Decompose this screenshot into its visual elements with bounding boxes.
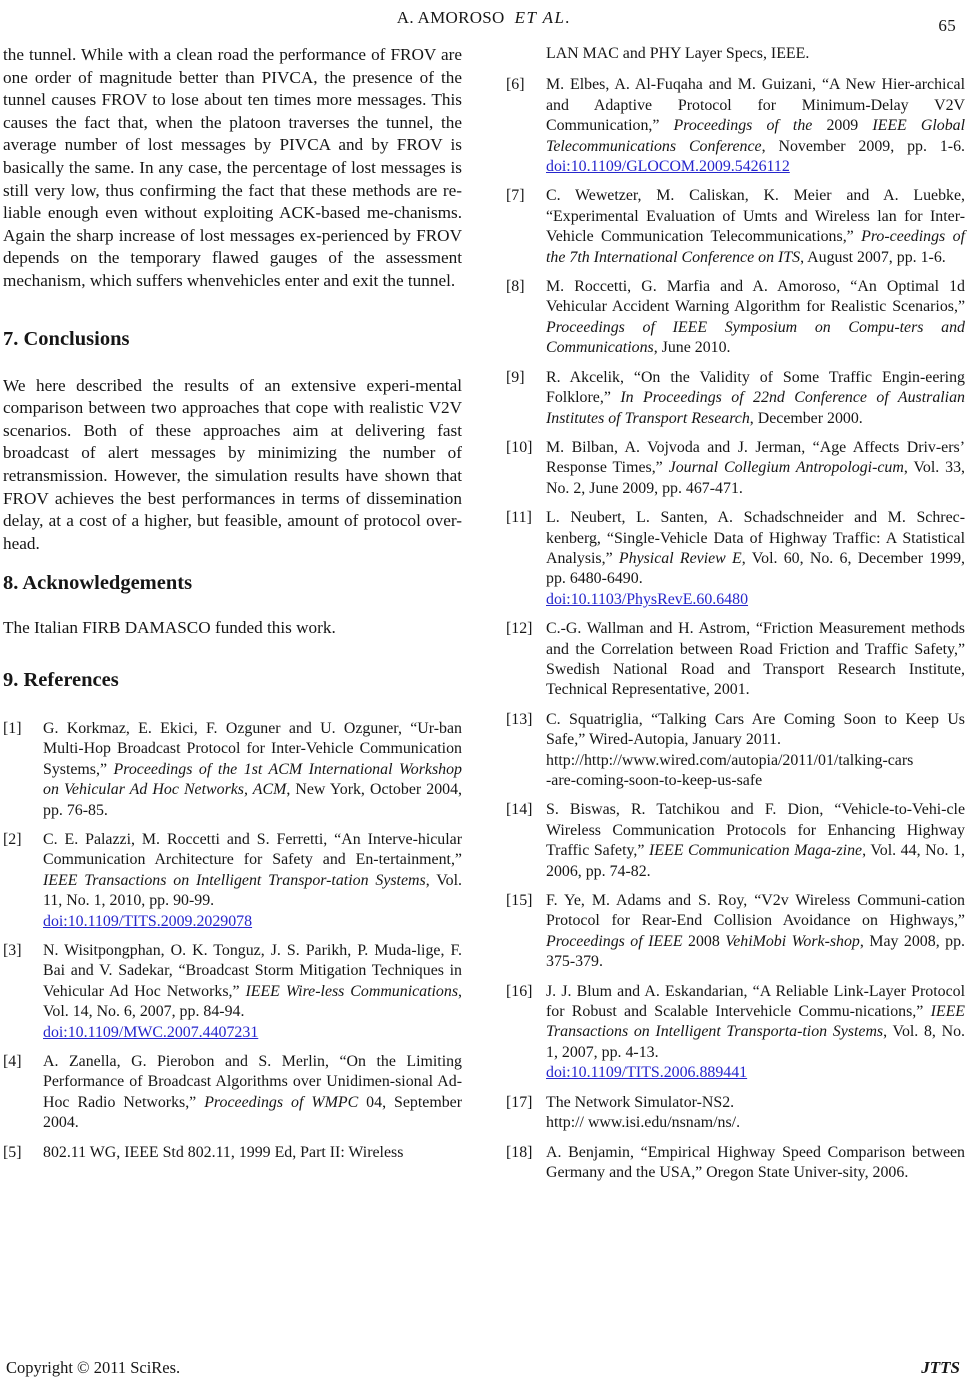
conclusions-heading: 7. Conclusions xyxy=(3,327,130,350)
text-run: A. Zanella, G. Pierobon and S. Merlin, “On the Limiting Performance of Broadcast Algorithms over Unidimen-sional Ad-Hoc Radio Networks,” xyxy=(43,1052,462,1111)
reference-item xyxy=(3,719,462,821)
copyright-notice: Copyright © 2011 SciRes. xyxy=(6,1358,181,1377)
text-run: C. Wewetzer, M. Caliskan, K. Meier and A. Luebke, “Experimental Evaluation of Umts and Wireless lan for Inter-Vehicle Communication Telecommunications,” xyxy=(546,187,965,246)
text-run: , August 2007, pp. 1-6. xyxy=(800,248,946,266)
text-run: 04, September 2004. xyxy=(43,1093,462,1132)
reference-label: [9] xyxy=(506,368,525,386)
text-run: , June 2010. xyxy=(653,339,731,357)
reference-text xyxy=(43,1144,403,1161)
text-run: 2008 xyxy=(688,932,726,950)
text-run: 802.11 WG, IEEE Std 802.11, 1999 Ed, Part II: Wireless xyxy=(43,1143,404,1161)
page-footer xyxy=(6,1358,960,1378)
reference-item xyxy=(506,1143,965,1184)
text-run: L. Neubert, L. Santen, A. Schadschneider and M. Schrec-kenberg, “Single-Vehicle Data of Highway Traffic: A Statistical Analysis,” xyxy=(546,509,965,567)
italic-text-run: Pro-ceedings of the 7th International Conference on ITS xyxy=(546,228,965,266)
reference-label: [12] xyxy=(506,620,533,638)
italic-text-run: Proceedings of the xyxy=(673,117,827,135)
reference-label: [17] xyxy=(506,1093,533,1111)
text-run: http://http://www.wired.com/autopia/2011/01/talking-cars xyxy=(546,751,914,769)
acknowledgements-heading: 8. Acknowledgements xyxy=(3,572,193,595)
reference-label: [13] xyxy=(506,710,533,728)
reference-item xyxy=(506,982,965,1084)
italic-text-run: Journal Collegium Antropologi-cum xyxy=(668,459,904,477)
italic-text-run: Physical Review E xyxy=(618,549,742,567)
text-run: , Vol. 60, No. 6, December 1999, pp. 6480-6490. xyxy=(546,549,966,588)
two-column-content xyxy=(3,44,965,1192)
reference-item xyxy=(506,438,965,499)
text-run: , December 2000. xyxy=(749,409,863,427)
text-run: , Vol. 8, No. 1, 2007, pp. 4-13. xyxy=(546,1023,965,1061)
reference-item xyxy=(3,1143,462,1163)
reference-item xyxy=(506,619,965,701)
running-head xyxy=(397,8,571,27)
page-number: 65 xyxy=(938,16,956,35)
references-heading: 9. References xyxy=(3,668,119,691)
reference-text xyxy=(546,278,965,356)
reference-item xyxy=(506,186,965,268)
reference-item xyxy=(506,277,965,359)
text-run: , Vol. 14, No. 6, 2007, pp. 84-94. xyxy=(43,982,462,1021)
text-run: , New York, October 2004, pp. 76-85. xyxy=(43,781,462,819)
doi-link[interactable]: doi:10.1103/PhysRevE.60.6480 xyxy=(546,590,749,608)
journal-abbreviation: JTTS xyxy=(921,1358,960,1377)
text-run: , Vol. 44, No. 1, 2006, pp. 74-82. xyxy=(546,842,966,880)
reference-text xyxy=(546,439,965,497)
reference-text xyxy=(546,369,965,427)
text-run: A. Benjamin, “Empirical Highway Speed Comparison between Germany and the USA,” Oregon State Univer-sity, 2006. xyxy=(546,1143,965,1181)
text-run: C. E. Palazzi, M. Roccetti and S. Ferretti, “An Interve-hicular Communication Architecture for Safety and En-tertainment,” xyxy=(43,830,462,869)
text-run: http:// www.isi.edu/nsnam/ns/. xyxy=(546,1114,741,1132)
reference-item xyxy=(506,800,965,882)
reference-item xyxy=(506,368,965,429)
reference-continuation-text: LAN MAC and PHY Layer Specs, IEEE. xyxy=(546,45,810,62)
text-run: C.-G. Wallman and H. Astrom, “Friction Measurement methods and the Correlation between Road Friction and Traffic Safety,” Swedish National Road and Transport Research Institute, Technical Representative, 2001. xyxy=(546,620,965,699)
reference-continuation xyxy=(506,44,965,64)
italic-text-run: IEEE Global Telecommunications Conference xyxy=(546,117,965,155)
reference-item xyxy=(506,891,965,973)
reference-text xyxy=(546,892,965,970)
reference-item xyxy=(3,941,462,1043)
reference-label: [15] xyxy=(506,892,533,910)
reference-label: [4] xyxy=(3,1052,22,1070)
text-run: M. Bilban, A. Vojvoda and J. Jerman, “Age Affects Driv-ers’ Response Times,” xyxy=(546,438,965,477)
doi-link[interactable]: doi:10.1109/TITS.2006.889441 xyxy=(546,1064,748,1082)
text-run: F. Ye, M. Adams and S. Roy, “V2v Wireless Communi-cation Protocol for Rear-End Collision Avoidance on Highways,” xyxy=(546,892,965,930)
reference-label: [7] xyxy=(506,187,525,205)
running-head-etal: ET AL. xyxy=(514,8,572,27)
italic-text-run: Proceedings of IEEE Symposium on Compu-ters and Communications xyxy=(546,318,965,357)
reference-text xyxy=(546,1094,740,1131)
reference-label: [5] xyxy=(3,1143,22,1161)
reference-text xyxy=(546,509,965,608)
italic-text-run: Proceedings of WMPC xyxy=(204,1093,359,1111)
acknowledgements-paragraph: The Italian FIRB DAMASCO funded this work. xyxy=(3,618,336,638)
reference-label: [16] xyxy=(506,982,533,1000)
reference-item xyxy=(3,830,462,932)
reference-label: [8] xyxy=(506,278,525,296)
text-run: , Vol. 33, No. 2, June 2009, pp. 467-471. xyxy=(546,459,965,497)
reference-item xyxy=(3,1052,462,1134)
reference-label: [11] xyxy=(506,509,532,527)
reference-text xyxy=(546,620,965,698)
text-run: , Vol. 11, No. 1, 2010, pp. 90-99. xyxy=(43,871,462,910)
doi-link[interactable]: doi:10.1109/MWC.2007.4407231 xyxy=(43,1023,259,1041)
text-run: , November 2009, pp. 1-6. xyxy=(761,137,965,155)
text-run: , May 2008, pp. 375-379. xyxy=(546,932,965,971)
reference-label: [18] xyxy=(506,1143,533,1161)
reference-label: [14] xyxy=(506,801,533,819)
text-run: M. Roccetti, G. Marfia and A. Amoroso, “An Optimal 1d Vehicular Accident Warning Algorithm for Realistic Scenarios,” xyxy=(546,278,965,316)
text-run: -are-coming-soon-to-keep-us-safe xyxy=(546,772,763,789)
references-list-right xyxy=(506,75,965,1183)
doi-link[interactable]: doi:10.1109/TITS.2009.2029078 xyxy=(43,912,253,930)
text-run: 2009 xyxy=(826,117,873,135)
running-head-authors: A. AMOROSO xyxy=(396,8,505,27)
text-run: S. Biswas, R. Tatchikou and F. Dion, “Vehicle-to-Vehi-cle Wireless Communication Protocols for Enhancing Highway Traffic Safety,” xyxy=(546,801,965,860)
intro-paragraph: the tunnel. While with a clean road the performance of FROV are one order of magnitude better than PIVCA, the presence of the tunnel causes FROV to lose about ten times more messages. This causes the fact that, when the platoon traverses the tunnel, the average number of lost messages by PIVCA and by FROV is basically the same. In any case, the percentage of lost messages is still very low, thus confirming the fact that these methods are re-liable enough even without exploiting ACK-based me-chanisms. Again the sharp increase of lost messages ex-perienced by FROV depends on the temporary flawed gauges of the assessment mechanism, which suffers whenvehicles enter and exit the tunnel. xyxy=(3,45,462,290)
reference-label: [10] xyxy=(506,438,533,456)
italic-text-run: In Proceedings of 22nd Conference of Australian Institutes of Transport Research xyxy=(546,389,965,427)
italic-text-run: IEEE Communication Maga-zine xyxy=(649,842,863,860)
reference-label: [2] xyxy=(3,830,22,848)
page-header xyxy=(0,8,968,35)
reference-text xyxy=(546,983,965,1082)
text-run: The Network Simulator-NS2. xyxy=(546,1093,735,1111)
reference-label: [1] xyxy=(3,719,22,737)
reference-item xyxy=(506,1093,965,1134)
italic-text-run: Proceedings of IEEE xyxy=(546,932,688,950)
reference-text xyxy=(546,801,965,879)
reference-text xyxy=(43,831,462,930)
italic-text-run: VehiMobi Work-shop xyxy=(725,932,860,950)
reference-text xyxy=(546,187,965,265)
text-run: G. Korkmaz, E. Ekici, F. Ozguner and U. Ozguner, “Ur-ban Multi-Hop Broadcast Protocol for Inter-Vehicle Communication Systems,” xyxy=(43,719,462,778)
reference-item xyxy=(506,75,965,177)
text-run: C. Squatriglia, “Talking Cars Are Coming Soon to Keep Us Safe,” Wired-Autopia, January 2011. xyxy=(546,710,965,749)
left-column xyxy=(3,44,462,1192)
text-run: J. J. Blum and A. Eskandarian, “A Reliable Link-Layer Protocol for Robust and Scalable Intervehicle Commu-nications,” xyxy=(546,982,965,1021)
text-run: M. Elbes, A. Al-Fuqaha and M. Guizani, “A New Hier-archical and Adaptive Protocol for Minimum-Delay V2V Communication,” xyxy=(546,76,965,135)
italic-text-run: IEEE Transactions on Intelligent Transpor-tation Systems xyxy=(43,871,426,889)
reference-text xyxy=(43,720,462,819)
conclusions-paragraph: We here described the results of an extensive experi-mental comparison between two approaches that cope with realistic V2V scenarios. Both of these approaches aim at delivering fast broadcast of alert messages by minimizing the number of retransmission. However, the simulation results have shown that FROV achieves the best performances in terms of dissemination delay, at a cost of a higher, but feasible, amount of protocol over-head. xyxy=(3,375,462,553)
reference-item xyxy=(506,710,965,792)
reference-text xyxy=(546,76,965,175)
reference-item xyxy=(506,508,965,610)
reference-text xyxy=(43,1053,462,1131)
reference-text xyxy=(43,942,462,1041)
reference-label: [3] xyxy=(3,941,22,959)
reference-text xyxy=(546,711,965,789)
italic-text-run: IEEE Transactions on Intelligent Transporta-tion Systems xyxy=(546,1003,965,1041)
italic-text-run: Proceedings of the 1st ACM International Workshop on Vehicular Ad Hoc Networks, ACM xyxy=(43,760,462,799)
references-list-left xyxy=(3,719,462,1163)
reference-label: [6] xyxy=(506,76,525,94)
right-column xyxy=(506,44,965,1192)
doi-link[interactable]: doi:10.1109/GLOCOM.2009.5426112 xyxy=(546,158,790,176)
italic-text-run: IEEE Wire-less Communications xyxy=(245,982,459,1000)
text-run: R. Akcelik, “On the Validity of Some Traffic Engin-eering Folklore,” xyxy=(546,368,965,407)
reference-text xyxy=(546,1144,965,1181)
text-run: N. Wisitpongphan, O. K. Tonguz, J. S. Parikh, P. Muda-lige, F. Bai and V. Sadekar, “Broadcast Storm Mitigation Techniques in Vehicular Ad Hoc Networks,” xyxy=(43,941,462,1000)
